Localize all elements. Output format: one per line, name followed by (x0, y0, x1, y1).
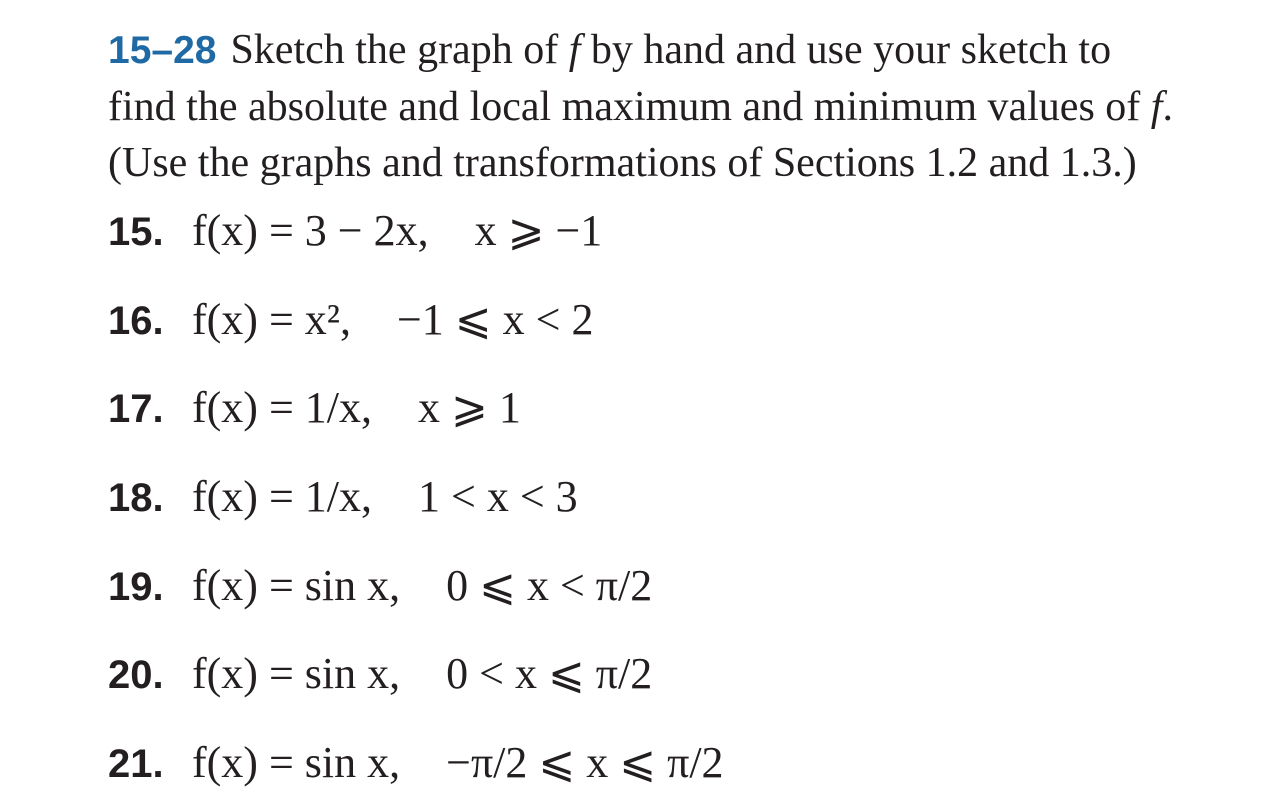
exercise-function: f(x) = sin x, (192, 561, 401, 610)
header-line-1 (108, 22, 1278, 79)
exercise-item (108, 648, 652, 718)
exercise-item (108, 560, 652, 630)
exercise-function: f(x) = 3 − 2x, (192, 206, 429, 255)
exercise-item (108, 737, 724, 807)
exercise-item (108, 382, 521, 452)
header-line-3: (Use the graphs and transformations of Sections 1.2 and 1.3.) (108, 140, 1137, 186)
exercise-function: f(x) = 1/x, (192, 472, 372, 521)
exercise-number: 20. (108, 653, 164, 697)
exercise-number: 15. (108, 210, 164, 254)
exercise-domain: 0 ⩽ x < π/2 (446, 561, 653, 610)
exercise-domain: 1 < x < 3 (418, 472, 578, 521)
exercise-function: f(x) = 1/x, (192, 383, 372, 432)
exercise-number: 16. (108, 299, 164, 343)
exercise-function: f(x) = x², (192, 295, 351, 344)
header-line-2-text: find the absolute and local maximum and minimum values of (108, 84, 1151, 130)
exercise-number: 19. (108, 565, 164, 609)
header-line-2 (108, 79, 1278, 135)
exercise-domain: −1 ⩽ x < 2 (396, 295, 594, 344)
header-line-2-period: . (1162, 84, 1173, 130)
exercise-function: f(x) = sin x, (192, 738, 401, 787)
exercise-domain: x ⩾ 1 (418, 383, 521, 432)
exercise-item (108, 471, 578, 541)
exercise-range-label: 15–28 (108, 29, 217, 72)
header-line-2-variable: f (1150, 84, 1163, 130)
exercise-number: 17. (108, 387, 164, 431)
exercise-item (108, 294, 593, 364)
exercise-function: f(x) = sin x, (192, 649, 401, 698)
exercise-domain: x ⩾ −1 (474, 206, 603, 255)
problem-set-header (108, 22, 1278, 191)
header-line-1-text-end: by hand and use your sketch to (580, 27, 1112, 73)
exercise-item (108, 205, 602, 275)
exercise-number: 21. (108, 742, 164, 786)
header-line-1-text-start: Sketch the graph of (230, 27, 569, 73)
exercise-domain: 0 < x ⩽ π/2 (446, 649, 653, 698)
exercise-domain: −π/2 ⩽ x ⩽ π/2 (446, 738, 724, 787)
exercise-number: 18. (108, 476, 164, 520)
header-line-1-variable: f (568, 27, 581, 73)
